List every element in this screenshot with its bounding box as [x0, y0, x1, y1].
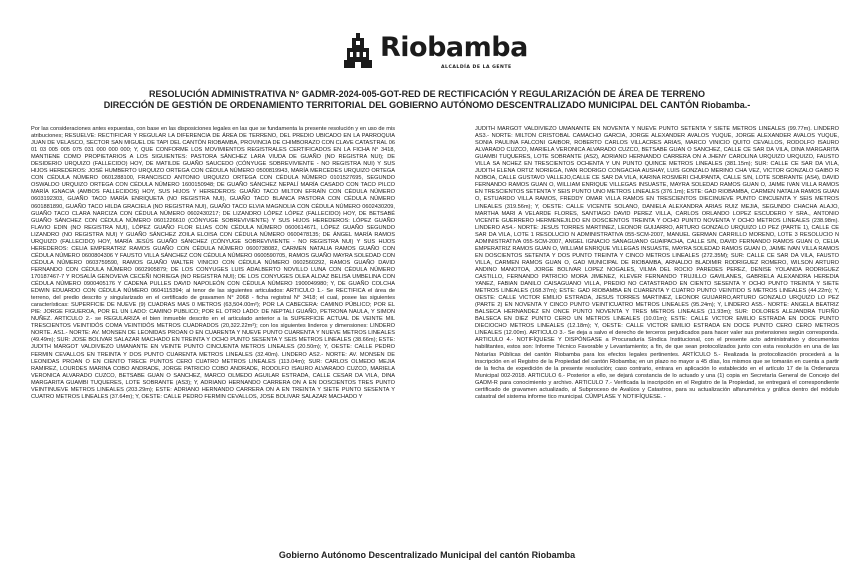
logo-subtitle: ALCALDÍA DE LA GENTE: [441, 65, 512, 70]
page-footer: Gobierno Autónomo Descentralizado Municipal del cantón Riobamba: [278, 550, 576, 560]
document-subtitle: DIRECCIÓN DE GESTIÓN DE ORDENAMIENTO TERRITORIAL DEL GOBIERNO AUTÓNOMO DESCENTRALIZADO MUNICIPAL DEL CANTÓN Riobamba.-: [103, 100, 751, 110]
riobamba-logo: [340, 30, 528, 70]
logo-wordmark: Riobamba: [380, 32, 528, 63]
body-column-right: JUDITH MARGOT VALDIVIEZO UMANANTE EN NOVENTA Y NUEVE PUNTO SETENTA Y SIETE METROS LINEALES (99.77m). LINDERO AS3.- NORTE: MILTON CRISTOBAL CAMACHO GARCIA, JORGE ALEXANDER AVALOS YUQUE, JORGE ALEXANDER AVALOS YUQUE, SONIA PAULINA FALCONI GAIBOR, ROBERTO CARLOS VILLACRES ARIAS, MARCO VINICIO QUITO CEVALLOS, RODOLFO ISAURO ALVARADO CUZCO, MARIELA VERONICA ALVARADO CUZCO, BETSABE GUAN O SANCHEZ, CALLE CE SAR DA VILA, DINA MARGARITA GUAMBI TUQUERES, LOTE SOBRANTE (AS2), ADRIANO HERNANDO CARRERA ON A JHENY CAROLINA URQUIZO URQUIZO, FAUSTO VILLA SA NCHEZ EN TRESCIENTOS OCHENTA Y UN PUNTO QUINCE METROS LINEALES (381.15m); SUR: CALLE CE SAR DA VILA, JUDITH ELENA ORTIZ NORIEGA, IVAN RODRIGO CONGACHA AUSHAY, LUIS GONZALO MERINO CHA VEZ, VICTOR GONZALO GAIBO R NOBOA, CALLE GUSTAVO VALLEJO,CALLE CE SAR DA VILA, KARINA ROSMERI CHUPANTA, CALLE S/N, LOTE SOBRANTE (AS4), DAVID FERNANDO RAMOS GUAN O, WILLIAM ENRIQUE VILLEGAS INSUASTE, MAYRA SOLEDAD RAMOS GUAN O, JAIME IVAN VILLA RAMOS EN TRESCIENTOS SETENTA Y SEIS PUNTO UNO METROS LINEALES (376.1m); ESTE: GAD RIOBAMBA, CARMEN NATALIA RAMOS GUAN O, ESTUARDO VILLA RAMOS, FREDDY OMAR VILLA RAMOS EN TRESCIENTOS DIECINUEVE PUNTO CINCUENTA Y SEIS METROS LINEALES (319.56m); Y, OESTE: CALLE VICENTE SOLANO, DANIELA ALEXANDRA ARIAS RUIZ MEJIA, SEGUNDO CHACHA ALAJO, MARTHA MARI A VELARDE FLORES, SANTIAGO DAVID PEREZ VILLA, CARLOS ORLANDO LOPEZ ESCUDERO Y SRA., ANTONIO VICENTE GUERRERO HERMENEJILDO EN DOSCIENTOS TREINTA Y OCHO PUNTO NOVENTA Y OCHO METROS LINEALES (238.98m). LINDERO AS4.- NORTE: JESUS TORRES MARTINEZ, LEONOR GUIJARRO, ARTURO GONZALO URQUIZO LO PEZ (PARTE 1), CALLE CE SAR DA VILA, LOTE 1 RESOLUCIO N ADMINISTRATIVA 055-SCM-2007, MANUEL GERMAN CARRILLO MORENO, LOTE 3 RESOLUCIO N ADMINISTRATIVA 055-SCM-2007, ANGEL IGNACIO SANAGUANO GUAIPACHA, CALLE S/N, DAVID FERNANDO RAMOS GUAN O, CELIA EMPERATRIZ RAMOS GUAN O, WILLIAM ENRIQUE VILLEGAS INSUASTE, MAYRA SOLEDAD RAMOS GUAN O, JAIME IVAN VILLA RAMOS EN DOSCIENTOS SETENTA Y DOS PUNTO TREINTA Y CINCO METROS LINEALES (272.35M); SUR: CALLE CE SAR DA VILA, FAUSTO VILLA, CARMEN RAMOS GUAN O, GAD MUNICIPAL DE RIOBAMBA, ARNALDO BLADIMIR RODRIGUEZ ROMERO, WILSON ARTURO ANDINO MANOTOA, JORGE BOLIVAR LOPEZ NOGALES, VILMA DEL ROCIO PAREDES PEREZ, DENISE YOLANDA RODRIGUEZ CASTILLO, FERNANDO PATRICIO MORA JIMENEZ, KLEVER FERNANDO TRUJILLO GAVILANES, GABRIELA ALEXANDRA HEREDIA YANEZ, FABIAN DANILO CAISAGUANO VILLA, PREDIO NO CATASTRADO EN CIENTO SESENTA Y OCHO PUNTO TREINTA Y SIETE METROS LINEALES (168.37m); ESTE: GAD RIOBAMBA EN CUARENTA Y CUATRO PUNTO VEINTIDO S METROS LINEALES (44.22m); Y, OESTE: CALLE VICTOR EMILIO ESTRADA, JESUS TORRES MARTINEZ, LEONOR GUIJARRO,ARTURO GONZALO URQUIZO LO PEZ (PARTE 2) EN NOVENTA Y CINCO PUNTO VEINTICUATRO METROS LINEALES (95.24m); Y, LINDERO AS5.- NORTE: ANGELA BEATRIZ BALSECA HERNANDEZ EN ONCE PUNTO NOVENTA Y TRES METROS LINEALES (11.93m); SUR: DOLORES ALEJANDRA TUFIÑO BALSECA EN DIEZ PUNTO CERO UN METROS LINEALES (10.01m); ESTE: CALLE VICTOR EMILIO ESTRADA EN DOCE PUNTO DIECIOCHO METROS LINEALES (12.18m); Y, OESTE: CALLE VICTOR EMILIO ESTRADA EN DOCE PUNTO CERO CERO METROS LINEALES (12.00m). ARTICULO 3.- Se deja a salvo el derecho de terceros perjudicados para hacer valer sus pretensiones según corresponda. ARTICULO 4.- NOTIFÍQUESE Y DISPÓNGASE a Procuraduría Síndica Institucional, con el presente acto administrativo y documentos habilitantes, estos son: Informe Técnico Favorable y Levantamiento; a fin, de que sean protocolizados junto con esta resolución en una de las Notarías Públicas del cantón Riobamba para los efectos legales pertinentes. ARTÍCULO 5.- Realizada la protocolización procederá a la inscripción en el Registro de la Propiedad del cantón Riobamba; en un plazo no mayor a 45 días, los mismos que se tomarán en cuenta a partir de la fecha de expedición de la presente resolución; caso contrario, entrara en aplicación lo establecido en el artículo 17 de la Ordenanza Municipal 002-2018. ARTICULO 6.- Posterior a ello, se dejará constancia de lo actuado y una (1) copia en Secretaría General de Concejo del GADM-R para conocimiento y archivo. ARTICULO 7.- Verificada la inscripción en el Registro de la Propiedad, se entregará el correspondiente certificado de gravamen actualizado, al Subproceso de Avalúos y Catastros, para su actualización alfanumérica y gráfica dentro del módulo catastral del sistema informe tico municipal. CÚMPLASE Y NOTIFÍQUESE. -: [475, 126, 839, 400]
body-column-left: Por las consideraciones antes expuestas, con base en las disposiciones legales en las que se fundamenta la presente resolución y en uso de mis atribuciones; RESUELVE: RECTIFICAR Y REGULAR LA DIFERENCIA DE ÁREA DE TERRENO, DEL PREDIO UBICADO EN LA PARROQUIA JUAN DE VELASCO, SECTOR SAN MIGUEL DE TAPI DEL CANTÓN RIOBAMBA, PROVINCIA DE CHIMBORAZO CON CLAVE CATASTRAL 06 01 03 005 005 075 031 000 000 000; Y, QUE CONFORME LOS MOVIMIENTOS REGISTRALES CERTIFICADOS EN LA FICHA N° 3418, MANTIENE COMO PROPIETARIOS A LOS SIGUIENTES: PASTORA SÁNCHEZ LARA VIUDA DE GUAÑO (NO REGISTRA NUI); DE DESIDERIO URQUIZO (FALLECIDO) HOY, DE MATILDE GUAÑO SAUCEDO (CÓNYUGE SOBREVIVIENTE - NO REGISTRA NUI) Y SUS HIJOS HEREDEROS: JOSÉ HUMBERTO URQUIZO ORTEGA CON CÉDULA NÚMERO 0500819943, MARÍA MERCEDES URQUIZO ORTEGA CON CÉDULA NÚMERO 0601288100, FRANCISCO ANTONIO URQUIZO ORTEGA CON CÉDULA NÚMERO 0101527695, SEGUNDO OSWALDO URQUIZO ORTEGA CON CÉDULA NÚMERO 1600150948; DE GUAÑO SÁNCHEZ NEPALÍ MARÍA CASADO CON TACO PILCO MARÍA IGNACIA (AMBOS FALLECIDOS) HOY, SUS HIJOS Y HEREDEROS: GUAÑO TACO MILTON EFRAÍN CON CÉDULA NÚMERO 0603192303, GUAÑO TACO MARÍA ENRIQUETA (NO REGISTRA NUI), GUAÑO TACO BLANCA PASTORA CON CÉDULA NÚMERO 0601881890, GUAÑO TACO HILDA GRACIELA (NO REGISTRA NUI), GUAÑO TACO ELVIA MAGNOLIA CON CÉDULA NÚMERO 0602430209, GUAÑO TACO CLARA NARCIZA CON CÉDULA NÚMERO 0602430217; DE LIZANDRO LÓPEZ LÓPEZ (FALLECIDO) HOY, DE BETSABÉ GUAÑO SÁNCHEZ CON CÉDULA NÚMERO 0601226610 (CÓNYUGE SOBREVIVIENTE) Y SUS HIJOS HEREDEROS: LÓPEZ GUAÑO FLAVIO EDIN (NO REGISTRA NUI), LÓPEZ GUAÑO FLOR ELIAS CON CÉDULA NÚMERO 0600614671, LÓPEZ GUAÑO SEGUNDO LIZANDRO (NO REGISTRA NUI) Y GUAÑO SÁNCHEZ ZOILA ELOISA CON CÉDULA NÚMERO 0600478135; DE ÁNGEL MARÍA RAMOS URQUIZO (FALLECIDO) HOY, MARÍA JESÚS GUAÑO SÁNCHEZ (CÓNYUGE SOBREVIVIENTE - NO REGISTRA NUI) Y SUS HIJOS HEREDEROS: CELIA EMPERATRIZ RAMOS GUAÑO CON CÉDULA NÚMERO 0600738082, CARMEN NATALIA RAMOS GUAÑO CON CÉDULA NÚMERO 0600804306 Y FAUSTO VILLA SÁNCHEZ CON CÉDULA NÚMERO 0600590705, RAMOS GUAÑO MAYRA SOLEDAD CON CÉDULA NÚMERO 0603759590, RAMOS GUAÑO WALTER VINICIO CON CÉDULA NÚMERO 0602560292, RAMOS GUAÑO DAVID FERNANDO CON CÉDULA NÚMERO 0602905879; DE LOS CONYUGES LUIS ADALBERTO NOVILLO LUNA CON CÉDULA NÚMERO 170187467-7 Y ROSALÍA GENOVEVA CECEÑI NORIEGA (NO REGISTRA NUI); DE LOS CONYUGES OLEA ALDAZ BELISA UMBELINA CON CÉDULA NÚMERO 0900405176 Y CADENA PULLES DAVID NAPOLEÓN CON CÉDULA NÚMERO 1900049980; Y, DE GUAÑO COLCHA EDWIN EDUARDO CON CÉDULA NÚMERO 0604115394; al tenor de las siguientes articulados: ARTICULO 1.- Se RECTIFICA el área de terreno, del predio descrito y singularizado en el certificado de gravamen N° 2068 - ficha registral N° 3418; el cual, posee las siguientes características: SUPERFICIE DE NUEVE (9) CUADRAS MAS 0 METROS (63,504.00m²); POR LA CABECERA: CAMINO PÚBLICO; POR EL PIE: JORGE FIGUEROA, POR EL UN LADO: CAMINO PUBLICO; POR EL OTRO LADO: DE NEPTALI GUAÑO, PETRONA NAULA, Y SIMON NUÑEZ. ARTICULO 2.- se REGULARIZA el bien inmueble descrito en el articulado anterior a la SUPERFICIE ACTUAL DE VEINTE MIL TRESCIENTOS VEINTIDÓS COMA VEINTIDÓS METROS CUADRADOS (20,322.22m²); con los siguientes linderos y dimensiones: LINDERO NORTE. AS1.- NORTE: AV. MONSEN DE LEONIDAS PROAN O EN CUARENTA Y NUEVE PUNTO CUARENTA Y NUEVE METROS LINEALES (49.49m); SUR: JOSE BOLIVAR SALAZAR MACHADO EN TREINTA Y OCHO PUNTO SESENTA Y SEIS METROS LINEALES (38.66m); ESTE: JUDITH MARGOT VALDIVIEZO UMANANTE EN VEINTE PUNTO CINCUENTA METROS LINEALES (20.50m); Y, OESTE: CALLE PEDRO FERMIN CEVALLOS EN TREINTA Y DOS PUNTO CUARENTA METROS LINEALES (32.40m). LINDERO AS2.- NORTE: AV. MONSEN DE LEONIDAS PROAN O EN CIENTO TRECE PUNTOS CERO CUATRO METROS LINEALES (113.04m); SUR: CARLOS OLMEDO MEJIA RAMIREZ, LOURDES MARINA COBO ANDRADE, JORGE PATRICIO COBO ANDRADE, RODOLFO ISAURO ALVARADO CUZCO, MARIELA VERONICA ALVARADO CUZCO, BETSABE GUAN O SANCHEZ, MARCO OLMEDO AGUILAR ESTRADA, CALLE CESAR DA VILA, DINA MARGARITA GUAMBI TUQUERES, LOTE SOBRANTE (AS3); Y, ADRIANO HERNANDO CARRERA ON A EN DOSCIENTOS TRES PUNTO VEINTINUEVE METROS LINEALES (203.29m); ESTE: ADRIANO HERNANDO CARRERA ON A EN TREINTA Y SIETE PUNTO SESENTA Y CUATRO METROS LINEALES (37.64m); Y, OESTE: CALLE PEDRO FERMIN CEVALLOS, JOSE BOLIVAR SALAZAR MACHADO Y: [31, 126, 395, 400]
city-seal-icon: [340, 32, 376, 70]
document-title: RESOLUCIÓN ADMINISTRATIVA N° GADMR-2024-005-GOT-RED DE RECTIFICACIÓN Y REGULARIZACIÓN DE ÁREA DE TERRENO: [149, 89, 705, 99]
